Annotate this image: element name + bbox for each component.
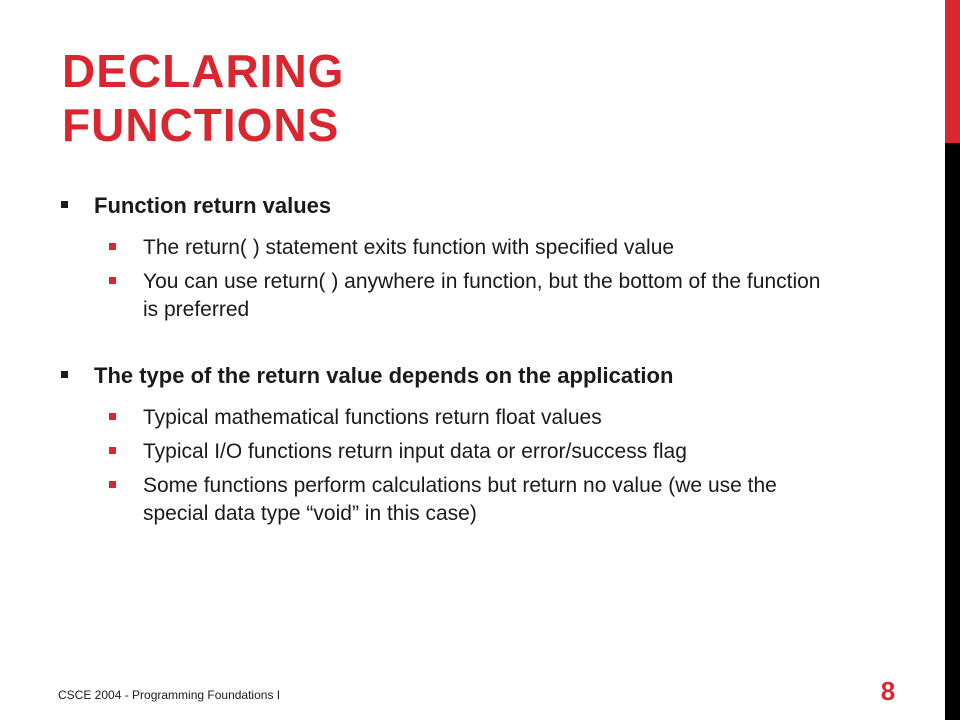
bullet-text: Typical mathematical functions return float values: [143, 406, 602, 429]
bullet-level1: [58, 362, 838, 390]
bullet-text: The return( ) statement exits function with specified value: [143, 236, 675, 259]
bullet-text: You can use return( ) anywhere in function, but the bottom of the function is preferred: [143, 270, 821, 321]
square-bullet-icon: [58, 362, 94, 390]
square-bullet-icon: [106, 234, 143, 262]
square-bullet-icon: [106, 268, 143, 296]
slide-content: [58, 192, 838, 528]
page-number: 8: [880, 676, 896, 706]
bullet-text: Typical I/O functions return input data or error/success flag: [143, 440, 687, 463]
square-bullet-icon: [58, 192, 94, 220]
bullet-level2: [58, 234, 838, 262]
square-bullet-icon: [106, 404, 143, 432]
footer-course-label: CSCE 2004 - Programming Foundations I: [58, 688, 281, 702]
bullet-level1: [58, 192, 838, 220]
square-bullet-icon: [106, 438, 143, 466]
slide-title-line-2: FUNCTIONS: [62, 99, 340, 151]
bullet-level2: [58, 404, 838, 432]
bullet-text: Function return values: [94, 193, 332, 218]
slide-title-line-1: DECLARING: [62, 45, 345, 97]
side-accent-bar-black: [945, 143, 960, 720]
bullet-text: The type of the return value depends on the application: [94, 363, 674, 388]
bullet-level2: [58, 472, 838, 528]
bullet-level2: [58, 268, 838, 324]
slide-title: [62, 44, 344, 152]
bullet-text: Some functions perform calculations but return no value (we use the special data type “void” in this case): [143, 474, 777, 525]
bullet-level2: [58, 438, 838, 466]
side-accent-bar-red: [945, 0, 960, 143]
square-bullet-icon: [106, 472, 143, 500]
